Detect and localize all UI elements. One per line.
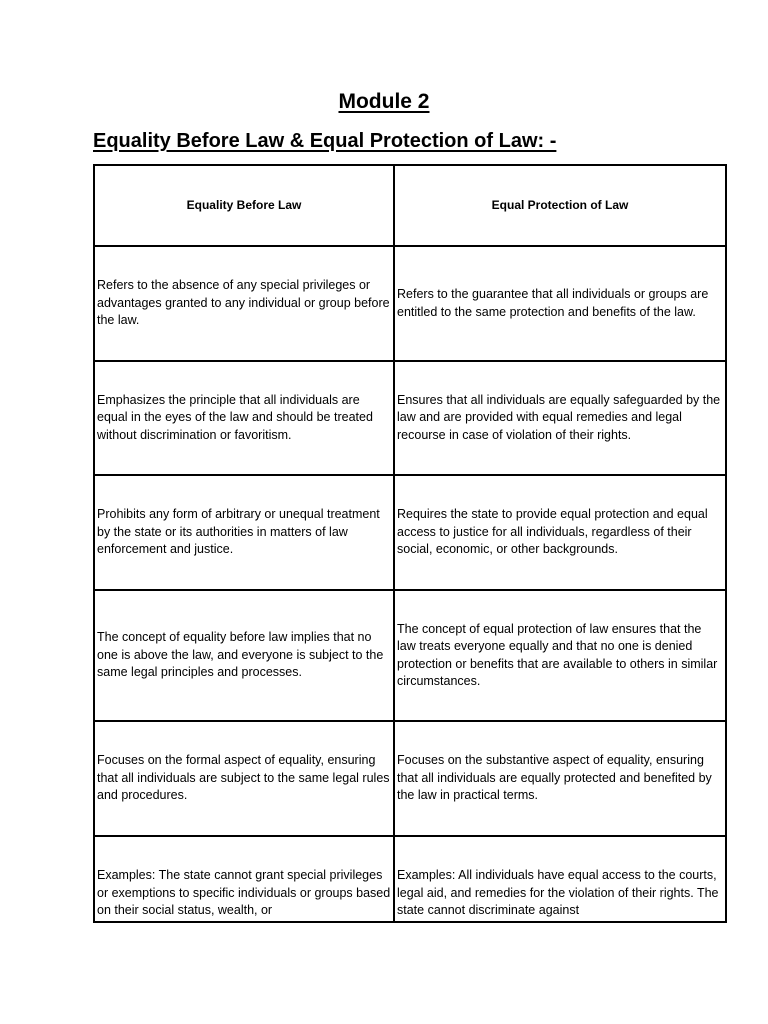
table-row [94,836,726,922]
table-cell: Examples: All individuals have equal access to the courts, legal aid, and remedies for the violation of their rights. The state cannot discriminate against [394,836,726,922]
table-cell: Ensures that all individuals are equally safeguarded by the law and are provided with equal remedies and legal recourse in case of violation of their rights. [394,361,726,475]
table-cell: Refers to the guarantee that all individuals or groups are entitled to the same protection and benefits of the law. [394,246,726,361]
header-equality-before-law: Equality Before Law [94,165,394,246]
table-cell: Prohibits any form of arbitrary or unequal treatment by the state or its authorities in matters of law enforcement and justice. [94,475,394,590]
comparison-table [93,164,727,923]
table-row [94,590,726,721]
table-cell: Emphasizes the principle that all individuals are equal in the eyes of the law and should be treated without discrimination or favoritism. [94,361,394,475]
section-title: Equality Before Law & Equal Protection of Law: - [93,130,557,152]
table-row [94,246,726,361]
table-row [94,721,726,836]
table-cell: Focuses on the substantive aspect of equality, ensuring that all individuals are equally protected and benefited by the law in practical terms. [394,721,726,836]
table-cell: Focuses on the formal aspect of equality, ensuring that all individuals are subject to the same legal rules and procedures. [94,721,394,836]
table-cell: The concept of equality before law implies that no one is above the law, and everyone is subject to the same legal principles and processes. [94,590,394,721]
table-cell: Requires the state to provide equal protection and equal access to justice for all individuals, regardless of their social, economic, or other backgrounds. [394,475,726,590]
table-cell: Refers to the absence of any special privileges or advantages granted to any individual or group before the law. [94,246,394,361]
table-row [94,361,726,475]
header-equal-protection-of-law: Equal Protection of Law [394,165,726,246]
table-cell: The concept of equal protection of law ensures that the law treats everyone equally and that no one is denied protection or benefits that are available to others in similar circumstances. [394,590,726,721]
table-cell: Examples: The state cannot grant special privileges or exemptions to specific individuals or groups based on their social status, wealth, or [94,836,394,922]
table-row [94,475,726,590]
table-header-row [94,165,726,246]
module-title: Module 2 [338,90,430,113]
